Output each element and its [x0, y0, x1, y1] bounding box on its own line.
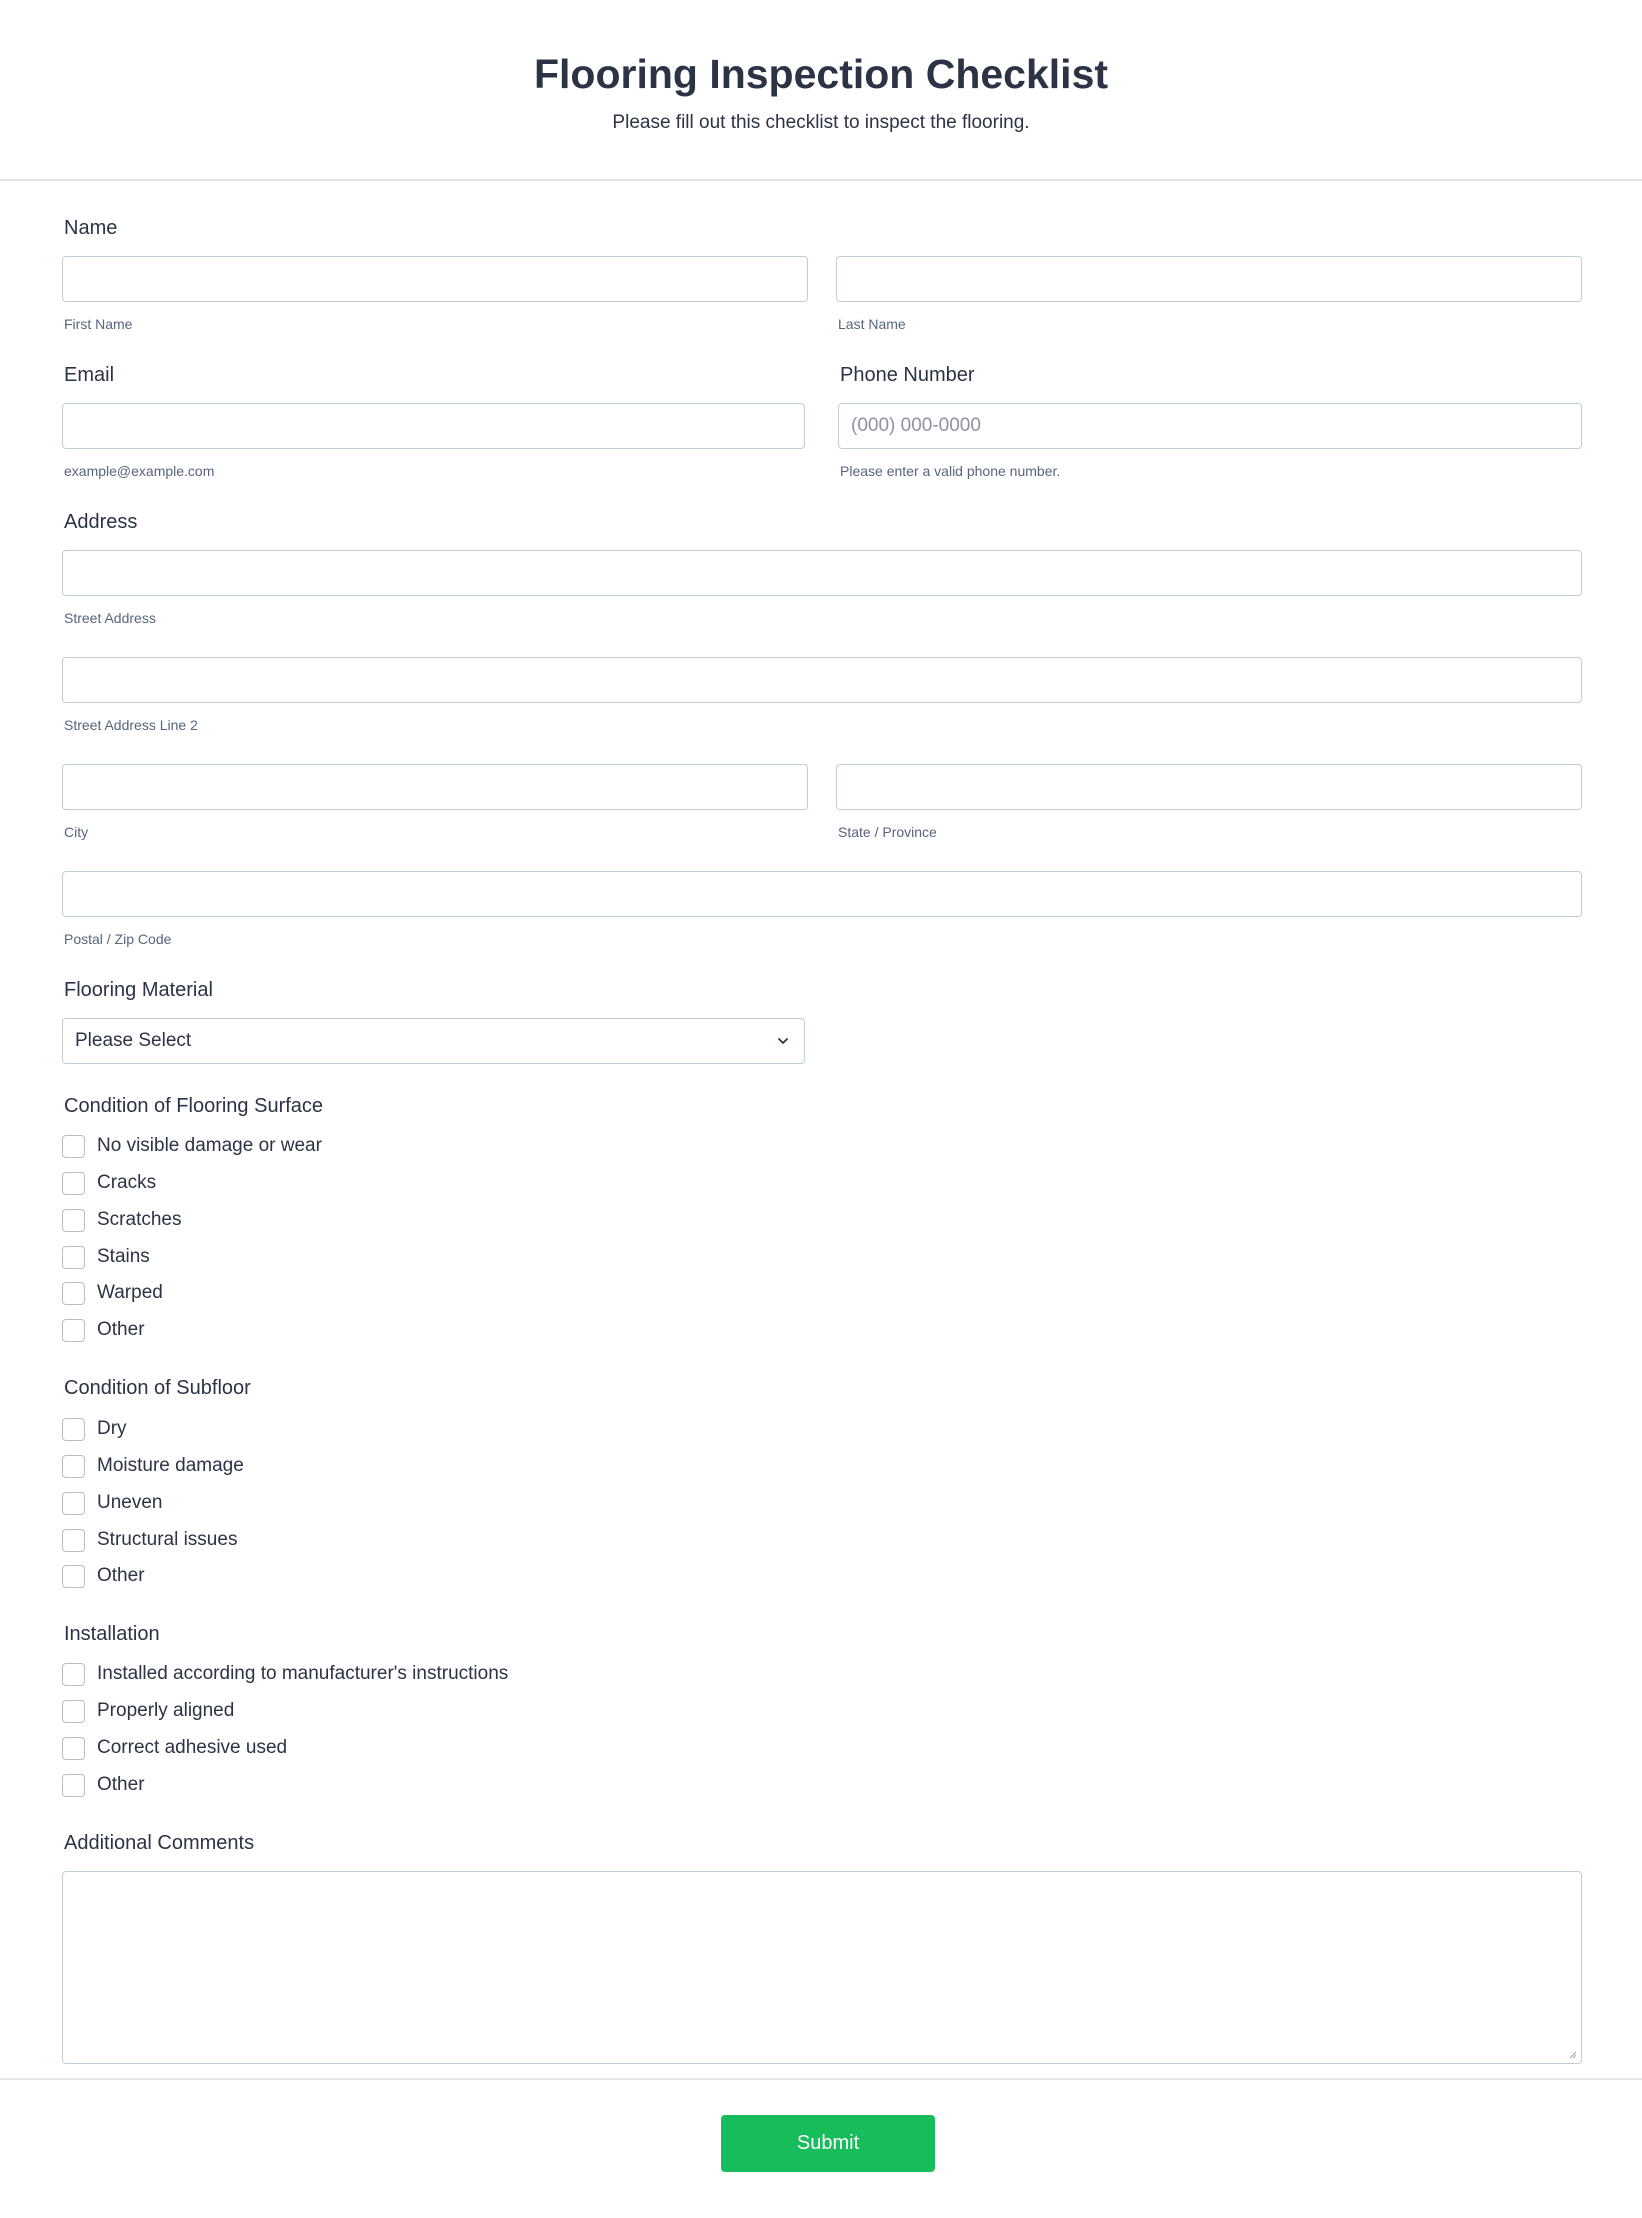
subfloor-option-uneven[interactable]: [62, 1490, 163, 1516]
surface-option-scratches[interactable]: [62, 1207, 181, 1233]
checkbox[interactable]: [62, 1737, 85, 1760]
state-input[interactable]: [836, 764, 1582, 810]
state-sublabel: State / Province: [838, 824, 937, 840]
checkbox-label: Cracks: [97, 1172, 157, 1193]
checkbox-label: Stains: [97, 1246, 150, 1267]
checkbox[interactable]: [62, 1774, 85, 1797]
checkbox[interactable]: [62, 1172, 85, 1195]
checkbox[interactable]: [62, 1209, 85, 1232]
zip-input[interactable]: [62, 871, 1582, 917]
street-address-sublabel: Street Address: [64, 610, 156, 626]
resize-grip-icon[interactable]: [1567, 2049, 1577, 2059]
surface-option-cracks[interactable]: [62, 1170, 156, 1196]
checkbox[interactable]: [62, 1663, 85, 1686]
checkbox-label: Dry: [97, 1418, 127, 1439]
checkbox-label: Uneven: [97, 1492, 163, 1513]
checkbox[interactable]: [62, 1246, 85, 1269]
surface-label: Condition of Flooring Surface: [64, 1095, 324, 1117]
page-title: Flooring Inspection Checklist: [533, 51, 1109, 97]
checkbox[interactable]: [62, 1565, 85, 1588]
checkbox[interactable]: [62, 1700, 85, 1723]
checkbox[interactable]: [62, 1135, 85, 1158]
phone-field[interactable]: (000) 000-0000: [838, 403, 1582, 449]
email-sublabel: example@example.com: [64, 463, 215, 479]
installation-option-manufacturer[interactable]: [62, 1661, 508, 1687]
checkbox-label: Other: [97, 1319, 145, 1340]
first-name-input[interactable]: [62, 256, 808, 302]
comments-label: Additional Comments: [64, 1832, 255, 1854]
zip-sublabel: Postal / Zip Code: [64, 931, 172, 947]
form-footer: [0, 2078, 1642, 2218]
comments-textarea[interactable]: [62, 1871, 1582, 2064]
subfloor-option-structural[interactable]: [62, 1527, 237, 1553]
subfloor-option-other[interactable]: [62, 1563, 145, 1589]
installation-option-adhesive[interactable]: [62, 1735, 287, 1761]
surface-option-warped[interactable]: [62, 1280, 163, 1306]
checkbox-label: Moisture damage: [97, 1455, 244, 1476]
checkbox-label: Installed according to manufacturer's instructions: [97, 1663, 509, 1684]
checkbox-label: Structural issues: [97, 1529, 238, 1550]
installation-label: Installation: [64, 1623, 160, 1645]
page-subtitle: Please fill out this checklist to inspect the flooring.: [612, 112, 1030, 133]
checkbox-label: Warped: [97, 1282, 163, 1303]
checkbox-label: Other: [97, 1565, 145, 1586]
checkbox-label: Properly aligned: [97, 1700, 235, 1721]
checkbox[interactable]: [62, 1455, 85, 1478]
last-name-input[interactable]: [836, 256, 1582, 302]
checkbox[interactable]: [62, 1529, 85, 1552]
surface-option-stains[interactable]: [62, 1244, 150, 1270]
checkbox[interactable]: [62, 1418, 85, 1441]
street-address-line2-sublabel: Street Address Line 2: [64, 717, 198, 733]
flooring-material-selected: Please Select: [75, 1030, 192, 1051]
phone-label: Phone Number: [840, 364, 975, 386]
checkbox[interactable]: [62, 1492, 85, 1515]
address-label: Address: [64, 511, 138, 533]
subfloor-option-moisture[interactable]: [62, 1453, 244, 1479]
email-field[interactable]: [62, 403, 805, 449]
first-name-sublabel: First Name: [64, 316, 133, 332]
chevron-down-icon: [776, 1034, 790, 1048]
name-label: Name: [64, 217, 118, 239]
surface-option-no-damage[interactable]: [62, 1133, 322, 1159]
last-name-sublabel: Last Name: [838, 316, 906, 332]
submit-button[interactable]: Submit: [721, 2115, 935, 2172]
checkbox-label: Scratches: [97, 1209, 182, 1230]
flooring-material-label: Flooring Material: [64, 979, 213, 1001]
form-header: [0, 0, 1642, 181]
checkbox[interactable]: [62, 1319, 85, 1342]
city-input[interactable]: [62, 764, 808, 810]
flooring-material-select[interactable]: [62, 1018, 805, 1064]
city-sublabel: City: [64, 824, 89, 840]
surface-option-other[interactable]: [62, 1317, 145, 1343]
subfloor-option-dry[interactable]: [62, 1416, 127, 1442]
phone-sublabel: Please enter a valid phone number.: [840, 463, 1061, 479]
street-address-input[interactable]: [62, 550, 1582, 596]
installation-option-other[interactable]: [62, 1772, 145, 1798]
checkbox-label: Other: [97, 1774, 145, 1795]
checkbox[interactable]: [62, 1282, 85, 1305]
subfloor-label: Condition of Subfloor: [64, 1377, 251, 1399]
street-address-line2-input[interactable]: [62, 657, 1582, 703]
checkbox-label: Correct adhesive used: [97, 1737, 288, 1758]
email-label: Email: [64, 364, 115, 386]
checkbox-label: No visible damage or wear: [97, 1135, 322, 1156]
installation-option-aligned[interactable]: [62, 1698, 234, 1724]
